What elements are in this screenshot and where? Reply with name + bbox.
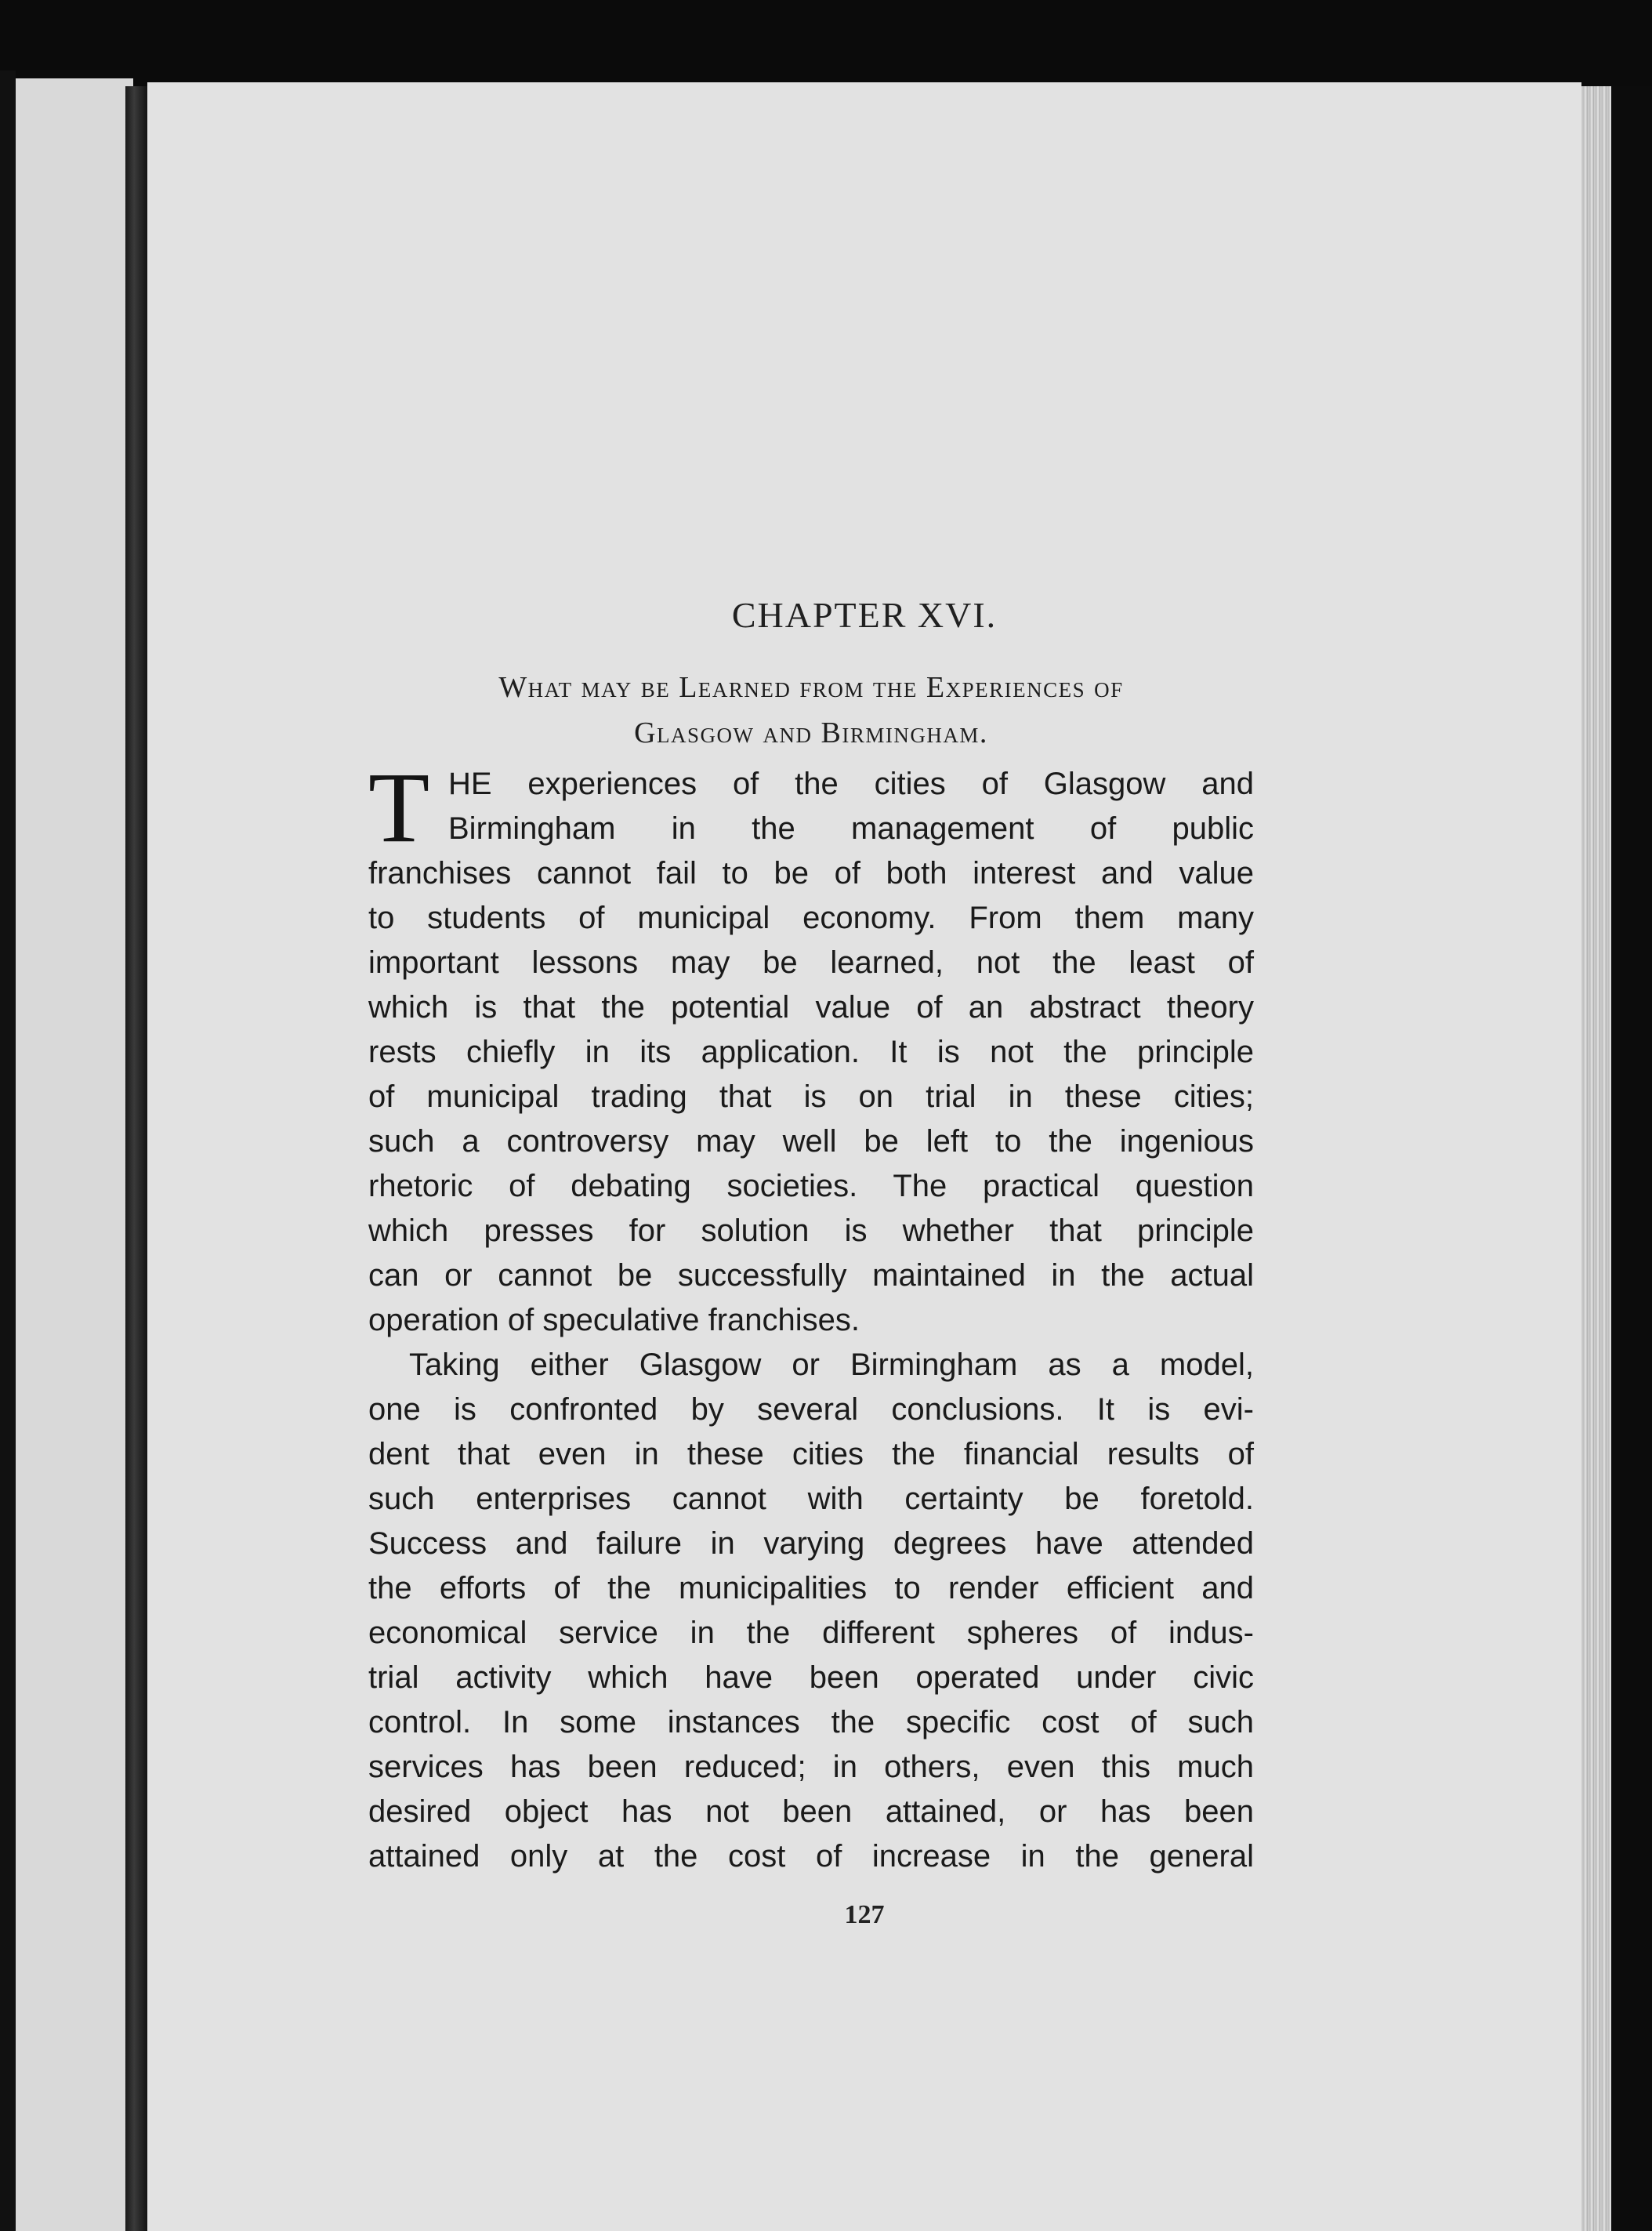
text-line: of municipal trading that is on trial in these cities; — [368, 1079, 1254, 1114]
text-line: one is confronted by several conclusions. It is evi- — [368, 1392, 1254, 1427]
text-line: the efforts of the municipalities to render efficient and — [368, 1571, 1254, 1605]
paragraph-2 — [368, 1343, 1254, 1879]
page-number: 127 — [844, 1900, 885, 1929]
drop-cap: T — [368, 752, 430, 863]
text-line: Birmingham in the management of public — [448, 811, 1254, 846]
text-line: important lessons may be learned, not the least of — [368, 945, 1254, 980]
scan-top-border — [0, 0, 1652, 86]
text-line: which is that the potential value of an abstract theory — [368, 990, 1254, 1025]
text-line: franchises cannot fail to be of both interest and value — [368, 856, 1254, 891]
text-line: such enterprises cannot with certainty be foretold. — [368, 1482, 1254, 1516]
text-line: to students of municipal economy. From them many — [368, 901, 1254, 935]
text-line: attained only at the cost of increase in the general — [368, 1839, 1254, 1874]
page-stack-edge — [1581, 86, 1611, 2231]
subtitle-line-2: Glasgow and Birmingham. — [634, 716, 988, 749]
book-gutter — [125, 86, 147, 2231]
chapter-title: CHAPTER XVI. — [731, 595, 998, 635]
text-line: rests chiefly in its application. It is not the principle — [368, 1035, 1254, 1069]
paragraph-1 — [368, 752, 1254, 1343]
scan-left-border — [0, 71, 16, 2231]
text-line: can or cannot be successfully maintained in the actual — [368, 1258, 1254, 1293]
text-line: HE experiences of the cities of Glasgow and — [448, 767, 1254, 801]
text-line: dent that even in these cities the financial results of — [368, 1437, 1254, 1471]
text-line: which presses for solution is whether that principle — [368, 1213, 1254, 1248]
text-line: control. In some instances the specific cost of such — [368, 1705, 1254, 1739]
chapter-subtitle — [360, 665, 1262, 756]
text-line: trial activity which have been operated under civic — [368, 1660, 1254, 1695]
facing-page-edge — [16, 78, 133, 2231]
text-line: economical service in the different spheres of indus- — [368, 1616, 1254, 1650]
body-text — [368, 752, 1254, 1879]
text-line: services has been reduced; in others, even this much — [368, 1750, 1254, 1784]
text-line: such a controversy may well be left to the ingenious — [368, 1124, 1254, 1159]
text-line: Taking either Glasgow or Birmingham as a model, — [409, 1348, 1254, 1382]
subtitle-line-1: What may be Learned from the Experiences of — [498, 671, 1124, 704]
text-line: desired object has not been attained, or has been — [368, 1794, 1254, 1829]
text-line: operation of speculative franchises. — [368, 1303, 860, 1337]
text-line: Success and failure in varying degrees have attended — [368, 1526, 1254, 1561]
text-line: rhetoric of debating societies. The practical question — [368, 1169, 1254, 1203]
scan-right-border — [1611, 86, 1652, 2231]
